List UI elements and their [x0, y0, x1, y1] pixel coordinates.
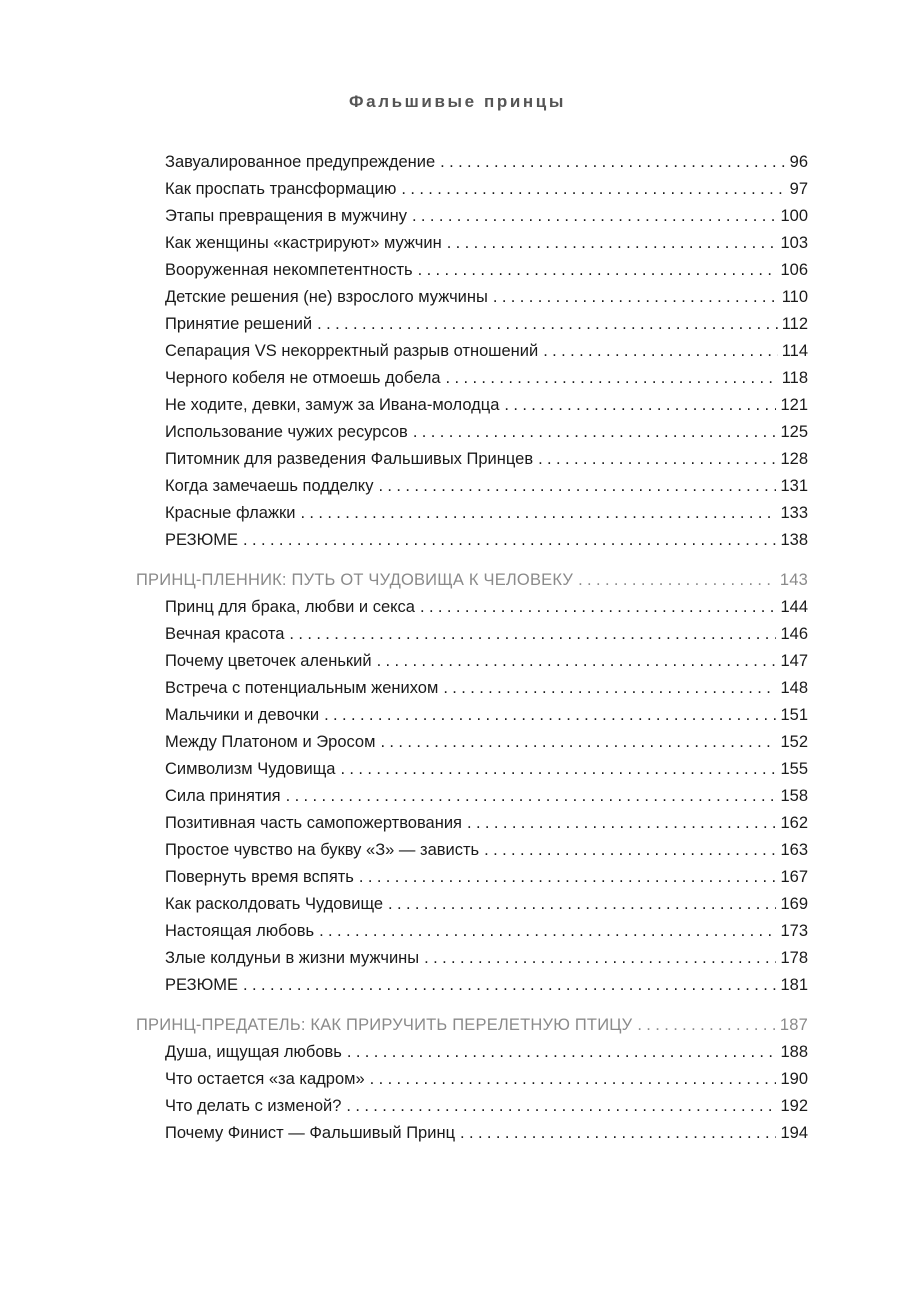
toc-entry: [165, 756, 808, 782]
toc-page-number: 128: [780, 450, 808, 468]
toc-page-number: 188: [780, 1043, 808, 1061]
toc-entry-title: Почему Финист — Фальшивый Принц: [165, 1124, 456, 1142]
toc-entry: [165, 918, 808, 944]
toc-leader-dots: [443, 675, 776, 701]
toc-entry: [165, 338, 808, 364]
toc-leader-dots: [493, 284, 778, 310]
toc-leader-dots: [324, 702, 776, 728]
toc-entry: [165, 702, 808, 728]
toc-entry: [165, 972, 808, 998]
toc-leader-dots: [578, 567, 776, 593]
toc-entry-title: Принц для брака, любви и секса: [165, 598, 415, 616]
toc-page-number: 190: [780, 1070, 808, 1088]
toc-page-number: 162: [780, 814, 808, 832]
toc-entry: [165, 945, 808, 971]
toc-entry-title: ПРИНЦ-ПРЕДАТЕЛЬ: КАК ПРИРУЧИТЬ ПЕРЕЛЕТНУЮ ПТИЦУ: [136, 1016, 633, 1034]
toc-leader-dots: [637, 1012, 776, 1038]
toc-page-number: 118: [781, 369, 808, 387]
toc-section-heading: [136, 567, 808, 593]
toc-leader-dots: [317, 311, 778, 337]
toc-leader-dots: [538, 446, 776, 472]
toc-leader-dots: [543, 338, 777, 364]
toc-page-number: 96: [789, 153, 808, 171]
toc-entry: [165, 311, 808, 337]
toc-entry-title: Злые колдуньи в жизни мужчины: [165, 949, 420, 967]
toc-entry: [165, 1093, 808, 1119]
toc-entry: [165, 392, 808, 418]
toc-entry-title: Не ходите, девки, замуж за Ивана-молодца: [165, 396, 500, 414]
toc-entry-title: Когда замечаешь подделку: [165, 477, 374, 495]
toc-entry: [165, 500, 808, 526]
toc-entry-title: Повернуть время вспять: [165, 868, 354, 886]
toc-entry-title: Принятие решений: [165, 315, 313, 333]
toc-leader-dots: [413, 419, 777, 445]
toc-entry: [165, 621, 808, 647]
toc-page-number: 163: [780, 841, 808, 859]
toc-leader-dots: [412, 203, 777, 229]
toc-entry: [165, 365, 808, 391]
toc-page-number: 144: [780, 598, 808, 616]
toc-page-number: 155: [780, 760, 808, 778]
toc-entry-title: Как женщины «кастрируют» мужчин: [165, 234, 442, 252]
toc-entry: [165, 473, 808, 499]
toc-entry: [165, 284, 808, 310]
toc-entry-title: Что остается «за кадром»: [165, 1070, 365, 1088]
toc-leader-dots: [243, 527, 776, 553]
toc-entry: [165, 230, 808, 256]
toc-entry-title: Встреча с потенциальным женихом: [165, 679, 439, 697]
toc-page-number: 100: [780, 207, 808, 225]
toc-page-number: 121: [780, 396, 808, 414]
toc-entry-title: Что делать с изменой?: [165, 1097, 342, 1115]
toc-entry-title: Сепарация VS некорректный разрыв отношений: [165, 342, 539, 360]
toc-entry: [165, 527, 808, 553]
toc-entry-title: Между Платоном и Эросом: [165, 733, 376, 751]
toc-entry: [165, 176, 808, 202]
toc-entry: [165, 810, 808, 836]
toc-entry-title: Душа, ищущая любовь: [165, 1043, 342, 1061]
toc-page-number: 152: [780, 733, 808, 751]
toc-entry-title: Питомник для разведения Фальшивых Принцев: [165, 450, 534, 468]
toc-entry: [165, 891, 808, 917]
toc-leader-dots: [380, 729, 776, 755]
toc-leader-dots: [319, 918, 776, 944]
toc-section-heading: [136, 1012, 808, 1038]
toc-entry-title: Этапы превращения в мужчину: [165, 207, 407, 225]
toc-page-number: 147: [780, 652, 808, 670]
toc-entry-title: Завуалированное предупреждение: [165, 153, 436, 171]
toc-entry-title: ПРИНЦ-ПЛЕННИК: ПУТЬ ОТ ЧУДОВИЩА К ЧЕЛОВЕКУ: [136, 571, 574, 589]
toc-entry: [165, 149, 808, 175]
toc-leader-dots: [346, 1093, 776, 1119]
toc-page-number: 181: [780, 976, 808, 994]
toc-leader-dots: [484, 837, 776, 863]
toc-entry-title: Красные флажки: [165, 504, 296, 522]
toc-entry: [165, 1120, 808, 1146]
toc-leader-dots: [447, 230, 777, 256]
toc-page-number: 167: [780, 868, 808, 886]
toc-entry: [165, 203, 808, 229]
toc-page-number: 187: [779, 1016, 808, 1034]
toc-page-number: 151: [780, 706, 808, 724]
toc-entry: [165, 446, 808, 472]
toc-entry: [165, 729, 808, 755]
toc-entry: [165, 864, 808, 890]
toc-entry-title: РЕЗЮМЕ: [165, 976, 239, 994]
toc-leader-dots: [401, 176, 785, 202]
toc-leader-dots: [446, 365, 778, 391]
toc-entry-title: Сила принятия: [165, 787, 281, 805]
toc-entry-title: Детские решения (не) взрослого мужчины: [165, 288, 488, 306]
toc-page-number: 146: [780, 625, 808, 643]
toc-entry-title: Почему цветочек аленький: [165, 652, 372, 670]
toc-leader-dots: [300, 500, 776, 526]
toc-leader-dots: [359, 864, 777, 890]
toc-leader-dots: [378, 473, 776, 499]
toc-entry-title: Использование чужих ресурсов: [165, 423, 408, 441]
toc-entry: [165, 675, 808, 701]
toc-entry-title: Как расколдовать Чудовище: [165, 895, 384, 913]
toc-leader-dots: [370, 1066, 777, 1092]
toc-entry-title: Позитивная часть самопожертвования: [165, 814, 462, 832]
toc-leader-dots: [347, 1039, 777, 1065]
toc-page-number: 194: [780, 1124, 808, 1142]
toc-entry: [165, 257, 808, 283]
toc-entry-title: Простое чувство на букву «З» — зависть: [165, 841, 480, 859]
toc-leader-dots: [340, 756, 776, 782]
toc-entry-title: Символизм Чудовища: [165, 760, 336, 778]
running-head: Фальшивые принцы: [349, 92, 566, 111]
toc-entry-title: Вечная красота: [165, 625, 285, 643]
toc-page-number: 97: [789, 180, 808, 198]
toc-entry: [165, 783, 808, 809]
toc-leader-dots: [388, 891, 776, 917]
toc-leader-dots: [460, 1120, 776, 1146]
toc-page-number: 131: [780, 477, 808, 495]
toc-leader-dots: [377, 648, 777, 674]
toc-entry-title: Настоящая любовь: [165, 922, 315, 940]
toc-page-number: 112: [781, 315, 808, 333]
toc-page-number: 148: [780, 679, 808, 697]
toc-page-number: 106: [780, 261, 808, 279]
toc-page-number: 173: [780, 922, 808, 940]
toc-page-number: 103: [780, 234, 808, 252]
toc-leader-dots: [418, 257, 777, 283]
toc-page-number: 114: [781, 342, 808, 360]
toc-page-number: 125: [780, 423, 808, 441]
toc-page-number: 138: [780, 531, 808, 549]
toc-leader-dots: [467, 810, 776, 836]
toc-entry-title: Черного кобеля не отмоешь добела: [165, 369, 441, 387]
toc-leader-dots: [424, 945, 776, 971]
toc-page-number: 192: [780, 1097, 808, 1115]
toc-entry: [165, 648, 808, 674]
toc-entry-title: Мальчики и девочки: [165, 706, 320, 724]
toc-leader-dots: [440, 149, 785, 175]
toc-page-number: 133: [780, 504, 808, 522]
toc-entry: [165, 1039, 808, 1065]
toc-page-number: 178: [780, 949, 808, 967]
toc-entry-title: Вооруженная некомпетентность: [165, 261, 413, 279]
toc-leader-dots: [286, 783, 777, 809]
toc-page-number: 143: [779, 571, 808, 589]
toc-entry: [165, 837, 808, 863]
toc-entry: [165, 1066, 808, 1092]
toc-leader-dots: [504, 392, 776, 418]
toc-leader-dots: [289, 621, 776, 647]
toc-leader-dots: [243, 972, 776, 998]
toc-entry-title: Как проспать трансформацию: [165, 180, 397, 198]
toc-entry: [165, 594, 808, 620]
toc-page-number: 158: [780, 787, 808, 805]
toc-entry: [165, 419, 808, 445]
toc-leader-dots: [420, 594, 776, 620]
toc-entry-title: РЕЗЮМЕ: [165, 531, 239, 549]
toc-page-number: 110: [781, 288, 808, 306]
toc-page-number: 169: [780, 895, 808, 913]
